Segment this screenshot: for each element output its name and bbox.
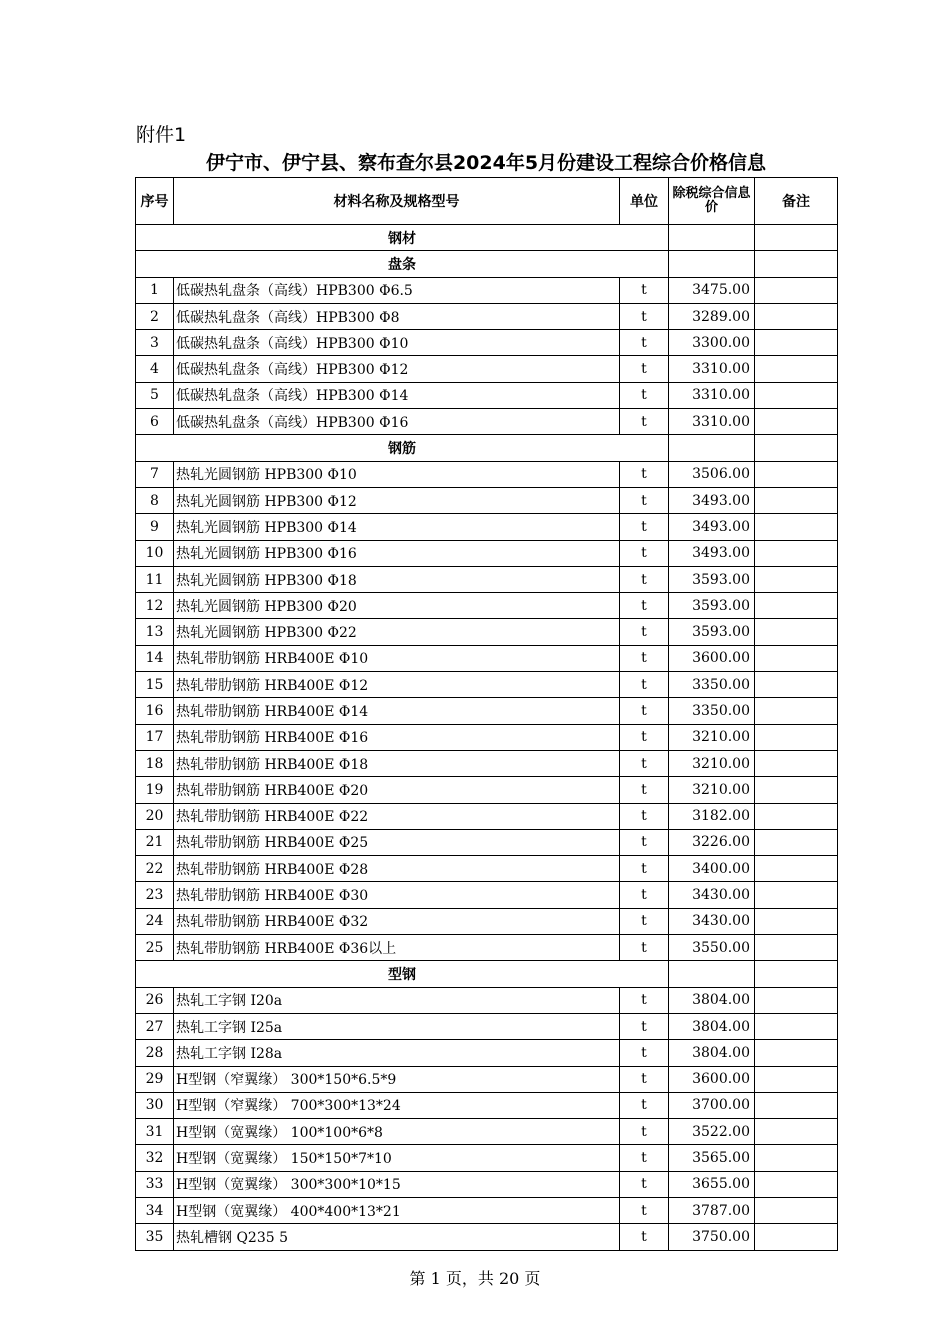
note-cell (755, 1066, 838, 1092)
row-number: 17 (136, 724, 174, 750)
unit-cell: t (620, 1092, 669, 1118)
row-number: 9 (136, 514, 174, 540)
row-number: 25 (136, 935, 174, 961)
material-name: 热轧工字钢 I25a (174, 1013, 620, 1039)
material-name: 热轧带肋钢筋 HRB400E Φ16 (174, 724, 620, 750)
price-cell: 3350.00 (669, 672, 755, 698)
row-number: 23 (136, 882, 174, 908)
section-price-cell (669, 435, 755, 461)
note-cell (755, 777, 838, 803)
price-cell: 3565.00 (669, 1145, 755, 1171)
unit-cell: t (620, 724, 669, 750)
material-name: 热轧带肋钢筋 HRB400E Φ25 (174, 829, 620, 855)
row-number: 7 (136, 461, 174, 487)
price-cell: 3430.00 (669, 908, 755, 934)
table-row (136, 277, 838, 303)
unit-cell: t (620, 1197, 669, 1223)
price-cell: 3593.00 (669, 593, 755, 619)
material-name: 热轧带肋钢筋 HRB400E Φ10 (174, 645, 620, 671)
unit-cell: t (620, 1066, 669, 1092)
table-row (136, 987, 838, 1013)
section-note-cell (755, 435, 838, 461)
section-note-cell (755, 961, 838, 987)
section-row (136, 961, 838, 987)
price-cell: 3493.00 (669, 514, 755, 540)
note-cell (755, 645, 838, 671)
note-cell (755, 672, 838, 698)
table-row (136, 619, 838, 645)
price-cell: 3522.00 (669, 1119, 755, 1145)
unit-cell: t (620, 593, 669, 619)
table-row (136, 1197, 838, 1223)
row-number: 10 (136, 540, 174, 566)
unit-cell: t (620, 882, 669, 908)
material-name: 热轧光圆钢筋 HPB300 Φ22 (174, 619, 620, 645)
material-name: 热轧光圆钢筋 HPB300 Φ20 (174, 593, 620, 619)
table-row (136, 514, 838, 540)
material-name: 低碳热轧盘条（高线）HPB300 Φ12 (174, 356, 620, 382)
table-row (136, 698, 838, 724)
header-name: 材料名称及规格型号 (174, 178, 620, 225)
unit-cell: t (620, 645, 669, 671)
table-body (136, 225, 838, 1251)
header-note: 备注 (755, 178, 838, 225)
note-cell (755, 882, 838, 908)
price-cell: 3700.00 (669, 1092, 755, 1118)
material-name: 热轧带肋钢筋 HRB400E Φ20 (174, 777, 620, 803)
attachment-label: 附件1 (136, 124, 187, 146)
material-name: 热轧工字钢 I20a (174, 987, 620, 1013)
row-number: 30 (136, 1092, 174, 1118)
price-cell: 3804.00 (669, 987, 755, 1013)
row-number: 8 (136, 487, 174, 513)
row-number: 4 (136, 356, 174, 382)
material-name: 低碳热轧盘条（高线）HPB300 Φ6.5 (174, 277, 620, 303)
table-row (136, 908, 838, 934)
price-cell: 3804.00 (669, 1013, 755, 1039)
row-number: 28 (136, 1040, 174, 1066)
table-row (136, 1119, 838, 1145)
table-header-row (136, 178, 838, 225)
table-row (136, 1145, 838, 1171)
price-cell: 3600.00 (669, 645, 755, 671)
note-cell (755, 829, 838, 855)
material-name: 热轧带肋钢筋 HRB400E Φ32 (174, 908, 620, 934)
header-price: 除税综合信息价 (669, 178, 755, 225)
note-cell (755, 1013, 838, 1039)
unit-cell: t (620, 777, 669, 803)
material-name: 热轧带肋钢筋 HRB400E Φ36以上 (174, 935, 620, 961)
note-cell (755, 935, 838, 961)
table-row (136, 593, 838, 619)
section-price-cell (669, 251, 755, 277)
section-title: 盘条 (136, 251, 669, 277)
row-number: 24 (136, 908, 174, 934)
row-number: 32 (136, 1145, 174, 1171)
unit-cell: t (620, 514, 669, 540)
unit-cell: t (620, 1013, 669, 1039)
note-cell (755, 461, 838, 487)
table-row (136, 1171, 838, 1197)
price-cell: 3300.00 (669, 330, 755, 356)
material-name: 热轧带肋钢筋 HRB400E Φ22 (174, 803, 620, 829)
table-row (136, 672, 838, 698)
material-name: 热轧带肋钢筋 HRB400E Φ28 (174, 856, 620, 882)
section-row (136, 225, 838, 251)
material-name: 热轧带肋钢筋 HRB400E Φ12 (174, 672, 620, 698)
note-cell (755, 356, 838, 382)
row-number: 15 (136, 672, 174, 698)
note-cell (755, 856, 838, 882)
price-cell: 3750.00 (669, 1224, 755, 1250)
price-cell: 3226.00 (669, 829, 755, 855)
row-number: 14 (136, 645, 174, 671)
section-note-cell (755, 225, 838, 251)
note-cell (755, 1145, 838, 1171)
unit-cell: t (620, 1119, 669, 1145)
table-row (136, 935, 838, 961)
price-cell: 3593.00 (669, 566, 755, 592)
note-cell (755, 487, 838, 513)
price-cell: 3787.00 (669, 1197, 755, 1223)
note-cell (755, 1119, 838, 1145)
note-cell (755, 409, 838, 435)
row-number: 5 (136, 382, 174, 408)
note-cell (755, 698, 838, 724)
price-cell: 3475.00 (669, 277, 755, 303)
table-row (136, 645, 838, 671)
unit-cell: t (620, 698, 669, 724)
section-title: 型钢 (136, 961, 669, 987)
material-name: 热轧光圆钢筋 HPB300 Φ18 (174, 566, 620, 592)
material-name: 低碳热轧盘条（高线）HPB300 Φ16 (174, 409, 620, 435)
price-cell: 3210.00 (669, 750, 755, 776)
section-row (136, 435, 838, 461)
note-cell (755, 593, 838, 619)
unit-cell: t (620, 829, 669, 855)
note-cell (755, 1040, 838, 1066)
unit-cell: t (620, 935, 669, 961)
note-cell (755, 724, 838, 750)
row-number: 13 (136, 619, 174, 645)
row-number: 12 (136, 593, 174, 619)
note-cell (755, 619, 838, 645)
unit-cell: t (620, 540, 669, 566)
table-row (136, 1092, 838, 1118)
note-cell (755, 382, 838, 408)
material-name: 热轧工字钢 I28a (174, 1040, 620, 1066)
price-cell: 3430.00 (669, 882, 755, 908)
table-row (136, 856, 838, 882)
note-cell (755, 803, 838, 829)
row-number: 6 (136, 409, 174, 435)
unit-cell: t (620, 382, 669, 408)
material-name: H型钢（宽翼缘） 400*400*13*21 (174, 1197, 620, 1223)
row-number: 16 (136, 698, 174, 724)
row-number: 3 (136, 330, 174, 356)
table-row (136, 487, 838, 513)
note-cell (755, 1197, 838, 1223)
material-name: H型钢（窄翼缘） 700*300*13*24 (174, 1092, 620, 1118)
material-name: H型钢（宽翼缘） 150*150*7*10 (174, 1145, 620, 1171)
price-cell: 3493.00 (669, 487, 755, 513)
section-row (136, 251, 838, 277)
header-unit: 单位 (620, 178, 669, 225)
unit-cell: t (620, 750, 669, 776)
note-cell (755, 540, 838, 566)
note-cell (755, 750, 838, 776)
row-number: 34 (136, 1197, 174, 1223)
section-title: 钢材 (136, 225, 669, 251)
unit-cell: t (620, 1145, 669, 1171)
price-cell: 3310.00 (669, 356, 755, 382)
material-name: 热轧光圆钢筋 HPB300 Φ14 (174, 514, 620, 540)
material-name: 热轧带肋钢筋 HRB400E Φ18 (174, 750, 620, 776)
table-row (136, 1040, 838, 1066)
table-row (136, 356, 838, 382)
unit-cell: t (620, 409, 669, 435)
note-cell (755, 908, 838, 934)
table-row (136, 803, 838, 829)
note-cell (755, 514, 838, 540)
table-row (136, 724, 838, 750)
table-row (136, 382, 838, 408)
unit-cell: t (620, 1040, 669, 1066)
material-name: 热轧光圆钢筋 HPB300 Φ10 (174, 461, 620, 487)
note-cell (755, 330, 838, 356)
price-cell: 3310.00 (669, 409, 755, 435)
section-note-cell (755, 251, 838, 277)
price-cell: 3289.00 (669, 303, 755, 329)
table-row (136, 1224, 838, 1250)
table-row (136, 540, 838, 566)
unit-cell: t (620, 672, 669, 698)
price-cell: 3493.00 (669, 540, 755, 566)
unit-cell: t (620, 303, 669, 329)
note-cell (755, 987, 838, 1013)
table-row (136, 1013, 838, 1039)
price-cell: 3550.00 (669, 935, 755, 961)
row-number: 33 (136, 1171, 174, 1197)
unit-cell: t (620, 566, 669, 592)
row-number: 27 (136, 1013, 174, 1039)
table-row (136, 303, 838, 329)
note-cell (755, 303, 838, 329)
unit-cell: t (620, 803, 669, 829)
table-row (136, 750, 838, 776)
price-cell: 3210.00 (669, 724, 755, 750)
table-row (136, 409, 838, 435)
note-cell (755, 1171, 838, 1197)
unit-cell: t (620, 461, 669, 487)
unit-cell: t (620, 908, 669, 934)
material-name: H型钢（窄翼缘） 300*150*6.5*9 (174, 1066, 620, 1092)
section-title: 钢筋 (136, 435, 669, 461)
unit-cell: t (620, 1171, 669, 1197)
table-row (136, 882, 838, 908)
price-cell: 3804.00 (669, 1040, 755, 1066)
page-title: 伊宁市、伊宁县、察布查尔县2024年5月份建设工程综合价格信息 (205, 152, 767, 174)
row-number: 19 (136, 777, 174, 803)
price-cell: 3210.00 (669, 777, 755, 803)
unit-cell: t (620, 856, 669, 882)
material-name: 低碳热轧盘条（高线）HPB300 Φ10 (174, 330, 620, 356)
note-cell (755, 1092, 838, 1118)
unit-cell: t (620, 619, 669, 645)
material-name: H型钢（宽翼缘） 300*300*10*15 (174, 1171, 620, 1197)
table-row (136, 777, 838, 803)
price-cell: 3182.00 (669, 803, 755, 829)
unit-cell: t (620, 277, 669, 303)
table-row (136, 829, 838, 855)
unit-cell: t (620, 356, 669, 382)
note-cell (755, 566, 838, 592)
note-cell (755, 277, 838, 303)
material-name: 热轧槽钢 Q235 5 (174, 1224, 620, 1250)
material-name: 热轧带肋钢筋 HRB400E Φ30 (174, 882, 620, 908)
price-cell: 3506.00 (669, 461, 755, 487)
page-footer: 第 1 页，共 20 页 (409, 1269, 541, 1288)
unit-cell: t (620, 487, 669, 513)
row-number: 22 (136, 856, 174, 882)
header-no: 序号 (136, 178, 174, 225)
material-name: 热轧光圆钢筋 HPB300 Φ16 (174, 540, 620, 566)
material-name: 低碳热轧盘条（高线）HPB300 Φ8 (174, 303, 620, 329)
row-number: 1 (136, 277, 174, 303)
price-table (135, 177, 838, 1251)
table-row (136, 461, 838, 487)
row-number: 29 (136, 1066, 174, 1092)
material-name: H型钢（宽翼缘） 100*100*6*8 (174, 1119, 620, 1145)
section-price-cell (669, 225, 755, 251)
table-row (136, 566, 838, 592)
price-cell: 3655.00 (669, 1171, 755, 1197)
row-number: 26 (136, 987, 174, 1013)
table-row (136, 330, 838, 356)
row-number: 31 (136, 1119, 174, 1145)
section-price-cell (669, 961, 755, 987)
row-number: 2 (136, 303, 174, 329)
price-cell: 3600.00 (669, 1066, 755, 1092)
row-number: 18 (136, 750, 174, 776)
row-number: 11 (136, 566, 174, 592)
material-name: 热轧光圆钢筋 HPB300 Φ12 (174, 487, 620, 513)
unit-cell: t (620, 1224, 669, 1250)
price-cell: 3400.00 (669, 856, 755, 882)
material-name: 低碳热轧盘条（高线）HPB300 Φ14 (174, 382, 620, 408)
unit-cell: t (620, 987, 669, 1013)
material-name: 热轧带肋钢筋 HRB400E Φ14 (174, 698, 620, 724)
price-cell: 3350.00 (669, 698, 755, 724)
price-cell: 3310.00 (669, 382, 755, 408)
price-cell: 3593.00 (669, 619, 755, 645)
unit-cell: t (620, 330, 669, 356)
row-number: 21 (136, 829, 174, 855)
note-cell (755, 1224, 838, 1250)
row-number: 20 (136, 803, 174, 829)
table-row (136, 1066, 838, 1092)
row-number: 35 (136, 1224, 174, 1250)
